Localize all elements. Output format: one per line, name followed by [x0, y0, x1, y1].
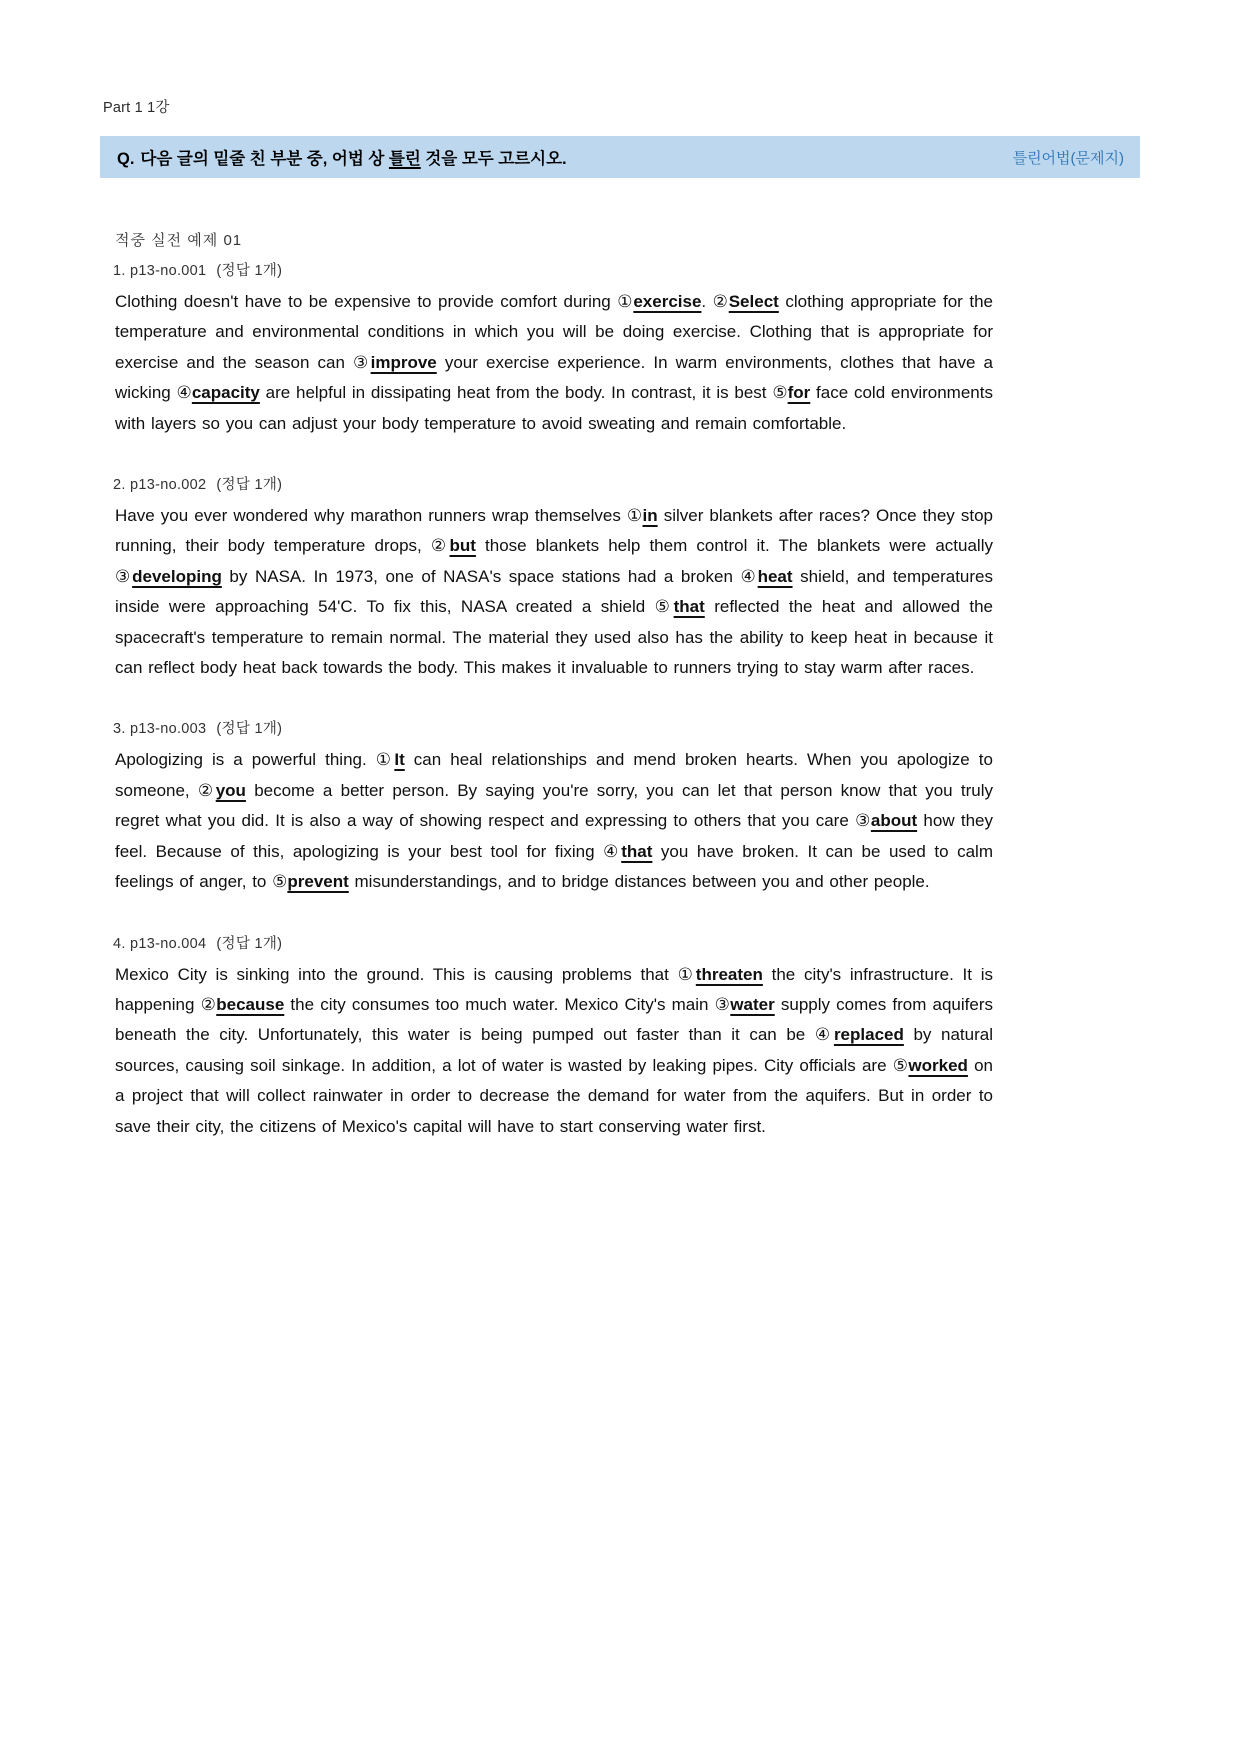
- passage-text: Clothing doesn't have to be expensive to provide comfort during: [115, 292, 618, 311]
- passage-text: supply comes from aquifers beneath the city. Unfortunately, this water is being pumped out faster than it can be: [115, 994, 993, 1045]
- passage-text: silver blankets after races? Once they stop running, their body temperature drops,: [115, 506, 993, 556]
- question-type-tag: 틀린어법(문제지): [1012, 149, 1124, 167]
- choice-marker: ②: [712, 292, 729, 312]
- choice-word: improve: [370, 352, 437, 372]
- answer-count: (정답 1개): [216, 263, 283, 279]
- choice-word: It: [394, 750, 405, 770]
- choice-marker: ⑤: [272, 872, 288, 893]
- choice-word: developing: [132, 566, 222, 586]
- question-meta: [113, 717, 1140, 738]
- passage-paragraph: [115, 745, 993, 897]
- choice-marker: ④: [176, 383, 192, 404]
- choice-word: prevent: [287, 872, 349, 892]
- passage-text: your exercise experience. In warm environments, clothes that have a wicking: [115, 352, 993, 403]
- passage-paragraph: [115, 287, 993, 439]
- choice-word: capacity: [191, 383, 260, 403]
- passage-text: .: [701, 292, 713, 311]
- choice-marker: ④: [814, 1025, 834, 1046]
- passage-paragraph: [115, 960, 993, 1142]
- answer-count: (정답 1개): [216, 721, 283, 738]
- question-prompt-underlined-word: 틀린: [388, 150, 421, 168]
- question-list: [100, 259, 1140, 1142]
- passage-text: on a project that will collect rainwater in order to decrease the demand for water from the aquifers. But in order to save their city, the citizens of Mexico's capital will have to start conserving water first.: [115, 1055, 993, 1136]
- question-block: [100, 932, 1140, 1142]
- question-prefix: Q.: [117, 150, 135, 168]
- passage-text: reflected the heat and allowed the spacecraft's temperature to remain normal. The material they used also has the ability to keep heat in because it can reflect body heat back towards the body. This makes it invaluable to runners trying to stay warm after races.: [115, 597, 993, 678]
- choice-marker: ①: [677, 964, 696, 985]
- section-title: 적중 실전 예제 01: [115, 232, 243, 249]
- question-block: [100, 259, 1140, 439]
- choice-marker: ①: [375, 750, 395, 771]
- passage-text: you have broken. It can be used to calm feelings of anger, to: [115, 841, 993, 892]
- question-block: [100, 717, 1140, 897]
- choice-marker: ③: [353, 352, 371, 373]
- passage-text: clothing appropriate for the temperature and environmental conditions in which you will be doing exercise. Clothing that is appropriate for exercise and the season can: [115, 292, 993, 372]
- question-number: 3. p13-no.003: [113, 721, 207, 738]
- passage-text: are helpful in dissipating heat from the body. In contrast, it is best: [259, 383, 773, 403]
- passage-text: those blankets help them control it. The blankets were actually: [475, 536, 993, 556]
- question-number: 2. p13-no.002: [113, 477, 207, 494]
- passage-text: can heal relationships and mend broken hearts. When you apologize to someone,: [115, 750, 993, 800]
- choice-word: that: [621, 841, 653, 861]
- choice-marker: ⑤: [772, 383, 788, 404]
- question-prompt-text-after: 것을 모두 고르시오.: [420, 150, 567, 168]
- passage-text: face cold environments with layers so you can adjust your body temperature to avoid sweating and remain comfortable.: [115, 383, 993, 433]
- passage-text: Mexico City is sinking into the ground. This is causing problems that: [115, 964, 678, 984]
- choice-marker: ②: [197, 780, 216, 801]
- choice-word: heat: [757, 566, 793, 586]
- choice-marker: ①: [617, 292, 634, 312]
- choice-marker: ⑤: [654, 597, 674, 618]
- choice-marker: ①: [626, 506, 643, 527]
- passage-text: shield, and temperatures inside were approaching 54'C. To fix this, NASA created a shield: [115, 566, 993, 617]
- choice-word: threaten: [695, 964, 763, 984]
- question-number: 4. p13-no.004: [113, 935, 207, 952]
- passage-text: by NASA. In 1973, one of NASA's space stations had a broken: [221, 566, 741, 586]
- choice-word: that: [673, 597, 705, 617]
- choice-word: Select: [728, 292, 779, 311]
- passage-text: Have you ever wondered why marathon runners wrap themselves: [115, 506, 627, 526]
- choice-marker: ③: [115, 566, 133, 587]
- choice-marker: ④: [740, 566, 758, 587]
- choice-marker: ⑤: [892, 1055, 909, 1076]
- passage-paragraph: [115, 501, 993, 683]
- choice-word: worked: [908, 1055, 968, 1075]
- question-prompt-text-before: 다음 글의 밑줄 친 부분 중, 어법 상: [140, 150, 389, 168]
- choice-marker: ②: [200, 994, 217, 1015]
- choice-marker: ③: [714, 994, 731, 1015]
- question-header-bar: [100, 136, 1140, 178]
- passage-text: by natural sources, causing soil sinkage. In addition, a lot of water is wasted by leaking pipes. City officials are: [115, 1025, 993, 1075]
- passage-text: how they feel. Because of this, apologizing is your best tool for fixing: [115, 811, 994, 861]
- passage-text: the city's infrastructure. It is happening: [115, 964, 993, 1014]
- choice-word: because: [216, 994, 285, 1014]
- passage-text: become a better person. By saying you're sorry, you can let that person know that you truly regret what you did. It is also a way of showing respect and expressing to others that you care: [115, 780, 993, 831]
- choice-marker: ④: [603, 841, 622, 862]
- choice-word: for: [787, 383, 811, 403]
- choice-word: you: [215, 780, 246, 800]
- question-prompt: [117, 145, 567, 169]
- choice-word: exercise: [633, 292, 702, 311]
- choice-word: water: [730, 994, 775, 1014]
- answer-count: (정답 1개): [216, 935, 283, 952]
- part-label: Part 1 1강: [103, 100, 170, 116]
- choice-word: replaced: [833, 1025, 904, 1045]
- question-block: [100, 473, 1140, 683]
- answer-count: (정답 1개): [216, 477, 283, 494]
- passage-text: the city consumes too much water. Mexico City's main: [284, 994, 715, 1014]
- question-meta: [113, 473, 1140, 494]
- question-number: 1. p13-no.001: [113, 263, 207, 279]
- passage-text: Apologizing is a powerful thing.: [115, 750, 376, 770]
- choice-word: in: [642, 506, 658, 526]
- question-meta: [113, 932, 1140, 953]
- passage-text: misunderstandings, and to bridge distances between you and other people.: [348, 872, 930, 892]
- choice-word: but: [449, 536, 476, 556]
- choice-word: about: [870, 811, 918, 831]
- choice-marker: ②: [430, 536, 450, 557]
- choice-marker: ③: [855, 811, 871, 832]
- question-meta: [113, 259, 1140, 280]
